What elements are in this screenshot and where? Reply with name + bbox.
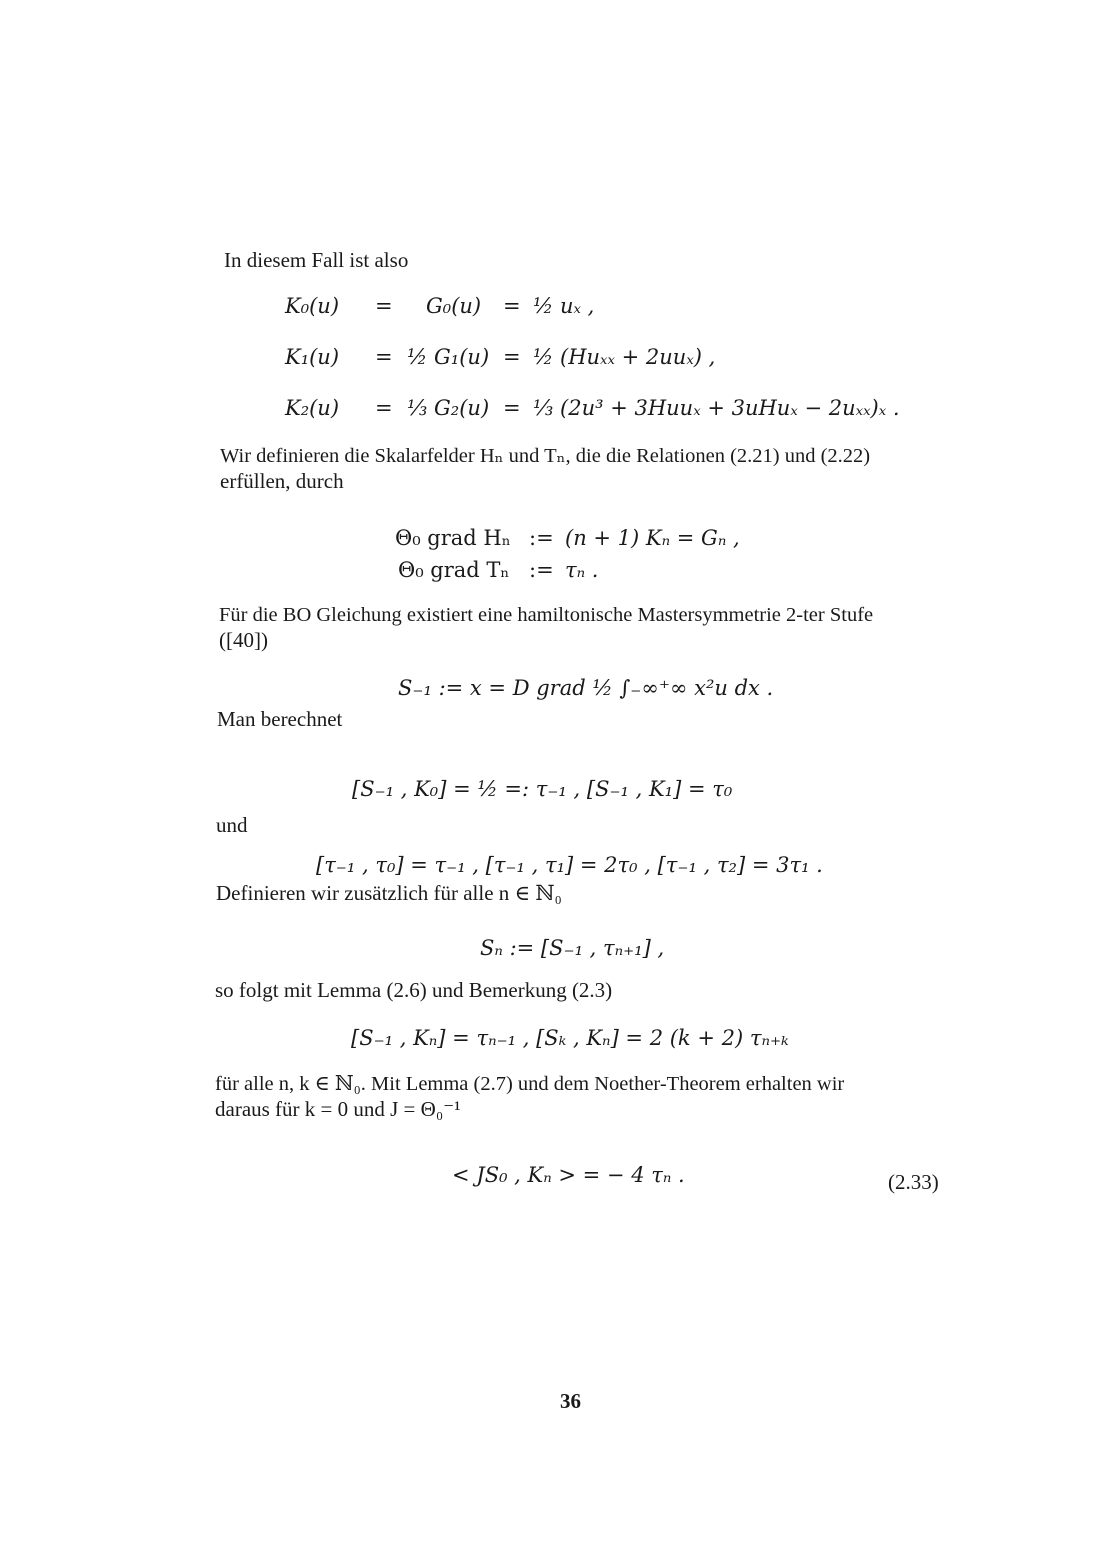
k2-rhs: ⅓ (2u³ + 3Huuₓ + 3uHuₓ − 2uₓₓ)ₓ . — [533, 396, 900, 420]
theta-t-defeq: := — [529, 558, 554, 582]
k1-lhs: K₁(u) — [285, 345, 340, 369]
equation-kn-commutators: [S₋₁ , Kₙ] = τₙ₋₁ , [Sₖ , Kₙ] = 2 (k + 2) τₙ₊ₖ — [351, 1026, 789, 1050]
k2-lhs: K₂(u) — [285, 396, 340, 420]
paragraph-2-line-2: ([40]) — [219, 628, 268, 652]
k0-eq1: = — [375, 294, 393, 318]
equation-k0 — [285, 296, 905, 322]
k1-eq2: = — [503, 345, 521, 369]
equation-theta-t — [398, 560, 798, 586]
equation-number: (2.33) — [888, 1170, 939, 1194]
so-folgt-text: so folgt mit Lemma (2.6) und Bemerkung (2.3) — [215, 978, 613, 1002]
und-text: und — [216, 813, 248, 837]
definieren-text: Definieren wir zusätzlich für alle n ∈ ℕ₀ — [216, 881, 562, 905]
intro-text: In diesem Fall ist also — [224, 248, 409, 272]
page-number: 36 — [560, 1389, 581, 1413]
theta-h-lhs: Θ₀ grad Hₙ — [395, 526, 511, 550]
k0-mid: G₀(u) — [426, 294, 482, 318]
paragraph-1-line-1: Wir definieren die Skalarfelder Hₙ und Tₙ, die die Relationen (2.21) und (2.22) — [220, 445, 871, 467]
k0-lhs: K₀(u) — [285, 294, 340, 318]
k1-eq1: = — [375, 345, 393, 369]
man-berechnet-text: Man berechnet — [217, 707, 343, 731]
equation-k2 — [285, 398, 905, 424]
equation-commutators: [S₋₁ , K₀] = ½ =: τ₋₁ , [S₋₁ , K₁] = τ₀ — [352, 777, 733, 801]
paragraph-1-line-2: erfüllen, durch — [220, 469, 344, 493]
equation-sn-definition: Sₙ := [S₋₁ , τₙ₊₁] , — [480, 936, 665, 960]
paragraph-2-line-1: Für die BO Gleichung existiert eine hamiltonische Mastersymmetrie 2-ter Stufe — [219, 604, 874, 626]
k0-eq2: = — [503, 294, 521, 318]
theta-t-lhs: Θ₀ grad Tₙ — [398, 558, 510, 582]
equation-k1 — [285, 347, 905, 373]
fuer-alle-line-1: für alle n, k ∈ ℕ₀. Mit Lemma (2.7) und dem Noether-Theorem erhalten wir — [215, 1073, 845, 1095]
equation-theta-h — [395, 528, 795, 554]
equation-final: < JS₀ , Kₙ > = − 4 τₙ . — [452, 1163, 685, 1187]
equation-tau-commutators: [τ₋₁ , τ₀] = τ₋₁ , [τ₋₁ , τ₁] = 2τ₀ , [τ₋₁ , τ₂] = 3τ₁ . — [316, 853, 823, 877]
k2-mid: ⅓ G₂(u) — [407, 396, 490, 420]
theta-t-rhs: τₙ . — [565, 558, 599, 582]
theta-h-defeq: := — [529, 526, 554, 550]
k2-eq1: = — [375, 396, 393, 420]
k1-mid: ½ G₁(u) — [407, 345, 490, 369]
fuer-alle-line-2: daraus für k = 0 und J = Θ₀⁻¹ — [215, 1097, 461, 1121]
k2-eq2: = — [503, 396, 521, 420]
theta-h-rhs: (n + 1) Kₙ = Gₙ , — [565, 526, 740, 550]
k0-rhs: ½ uₓ , — [533, 294, 595, 318]
equation-s-minus-1: S₋₁ := x = D grad ½ ∫₋∞⁺∞ x²u dx . — [398, 676, 774, 700]
k1-rhs: ½ (Huₓₓ + 2uuₓ) , — [533, 345, 716, 369]
